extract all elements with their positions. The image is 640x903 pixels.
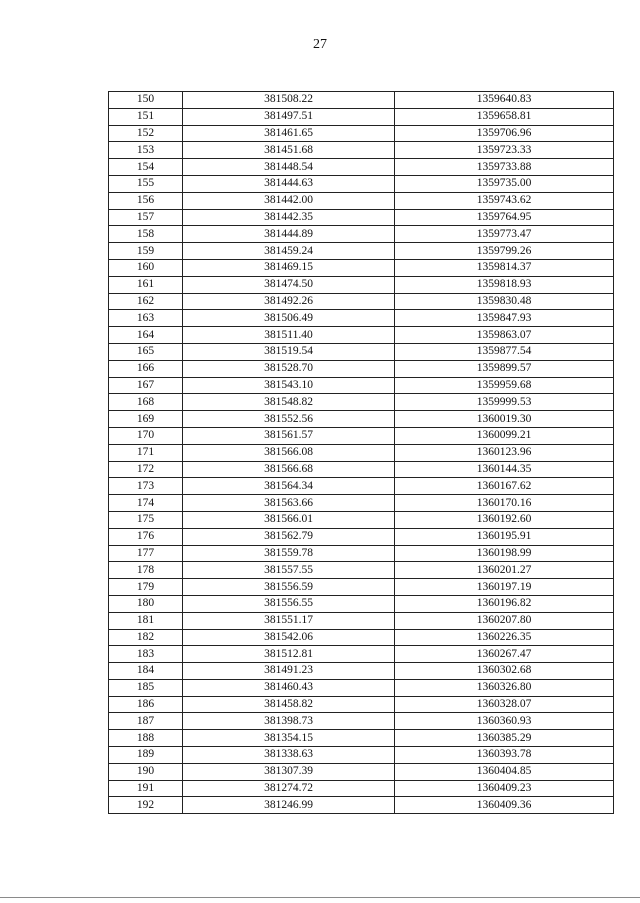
y-coordinate-cell: 1360267.47 (395, 646, 614, 663)
x-coordinate-cell: 381451.68 (183, 142, 395, 159)
table-row (109, 243, 614, 260)
x-coordinate-cell: 381444.89 (183, 226, 395, 243)
x-coordinate-cell: 381559.78 (183, 545, 395, 562)
table-row (109, 411, 614, 428)
table-row (109, 696, 614, 713)
point-number-cell: 173 (109, 478, 183, 495)
y-coordinate-cell: 1360123.96 (395, 444, 614, 461)
table-row (109, 730, 614, 747)
x-coordinate-cell: 381448.54 (183, 159, 395, 176)
table-row (109, 528, 614, 545)
table-row (109, 293, 614, 310)
x-coordinate-cell: 381542.06 (183, 629, 395, 646)
x-coordinate-cell: 381492.26 (183, 293, 395, 310)
y-coordinate-cell: 1360099.21 (395, 427, 614, 444)
point-number-cell: 161 (109, 276, 183, 293)
table-row (109, 579, 614, 596)
y-coordinate-cell: 1359640.83 (395, 92, 614, 109)
point-number-cell: 191 (109, 780, 183, 797)
point-number-cell: 160 (109, 259, 183, 276)
point-number-cell: 192 (109, 797, 183, 814)
point-number-cell: 175 (109, 511, 183, 528)
table-row (109, 226, 614, 243)
x-coordinate-cell: 381557.55 (183, 562, 395, 579)
x-coordinate-cell: 381566.01 (183, 511, 395, 528)
y-coordinate-cell: 1359723.33 (395, 142, 614, 159)
y-coordinate-cell: 1360409.36 (395, 797, 614, 814)
point-number-cell: 185 (109, 679, 183, 696)
table-row (109, 427, 614, 444)
x-coordinate-cell: 381307.39 (183, 763, 395, 780)
point-number-cell: 153 (109, 142, 183, 159)
y-coordinate-cell: 1359814.37 (395, 259, 614, 276)
table-row (109, 175, 614, 192)
y-coordinate-cell: 1360019.30 (395, 411, 614, 428)
table-row (109, 763, 614, 780)
coordinates-table (108, 91, 614, 814)
table-row (109, 797, 614, 814)
point-number-cell: 170 (109, 427, 183, 444)
y-coordinate-cell: 1360409.23 (395, 780, 614, 797)
point-number-cell: 150 (109, 92, 183, 109)
x-coordinate-cell: 381551.17 (183, 612, 395, 629)
table-row (109, 310, 614, 327)
y-coordinate-cell: 1359818.93 (395, 276, 614, 293)
y-coordinate-cell: 1359773.47 (395, 226, 614, 243)
y-coordinate-cell: 1360226.35 (395, 629, 614, 646)
table-row (109, 259, 614, 276)
x-coordinate-cell: 381442.00 (183, 192, 395, 209)
y-coordinate-cell: 1359735.00 (395, 175, 614, 192)
x-coordinate-cell: 381398.73 (183, 713, 395, 730)
y-coordinate-cell: 1359999.53 (395, 394, 614, 411)
page-number: 27 (313, 37, 327, 52)
y-coordinate-cell: 1359899.57 (395, 360, 614, 377)
y-coordinate-cell: 1360393.78 (395, 747, 614, 764)
y-coordinate-cell: 1359830.48 (395, 293, 614, 310)
point-number-cell: 164 (109, 327, 183, 344)
y-coordinate-cell: 1359863.07 (395, 327, 614, 344)
y-coordinate-cell: 1360192.60 (395, 511, 614, 528)
point-number-cell: 188 (109, 730, 183, 747)
y-coordinate-cell: 1360170.16 (395, 495, 614, 512)
x-coordinate-cell: 381508.22 (183, 92, 395, 109)
table-row (109, 192, 614, 209)
x-coordinate-cell: 381506.49 (183, 310, 395, 327)
table-row (109, 562, 614, 579)
table-row (109, 209, 614, 226)
coordinates-table-body (109, 92, 614, 814)
point-number-cell: 174 (109, 495, 183, 512)
y-coordinate-cell: 1360385.29 (395, 730, 614, 747)
table-row (109, 629, 614, 646)
table-row (109, 377, 614, 394)
y-coordinate-cell: 1360198.99 (395, 545, 614, 562)
y-coordinate-cell: 1359706.96 (395, 125, 614, 142)
x-coordinate-cell: 381497.51 (183, 108, 395, 125)
x-coordinate-cell: 381458.82 (183, 696, 395, 713)
y-coordinate-cell: 1359799.26 (395, 243, 614, 260)
point-number-cell: 167 (109, 377, 183, 394)
x-coordinate-cell: 381564.34 (183, 478, 395, 495)
table-row (109, 343, 614, 360)
point-number-cell: 156 (109, 192, 183, 209)
point-number-cell: 182 (109, 629, 183, 646)
point-number-cell: 162 (109, 293, 183, 310)
x-coordinate-cell: 381512.81 (183, 646, 395, 663)
point-number-cell: 172 (109, 461, 183, 478)
bottom-rule (0, 897, 640, 898)
y-coordinate-cell: 1360195.91 (395, 528, 614, 545)
y-coordinate-cell: 1359877.54 (395, 343, 614, 360)
y-coordinate-cell: 1360328.07 (395, 696, 614, 713)
table-row (109, 444, 614, 461)
x-coordinate-cell: 381566.08 (183, 444, 395, 461)
x-coordinate-cell: 381460.43 (183, 679, 395, 696)
point-number-cell: 180 (109, 595, 183, 612)
y-coordinate-cell: 1360144.35 (395, 461, 614, 478)
y-coordinate-cell: 1360201.27 (395, 562, 614, 579)
x-coordinate-cell: 381461.65 (183, 125, 395, 142)
point-number-cell: 184 (109, 663, 183, 680)
point-number-cell: 158 (109, 226, 183, 243)
y-coordinate-cell: 1360360.93 (395, 713, 614, 730)
table-row (109, 646, 614, 663)
point-number-cell: 154 (109, 159, 183, 176)
y-coordinate-cell: 1359743.62 (395, 192, 614, 209)
x-coordinate-cell: 381543.10 (183, 377, 395, 394)
x-coordinate-cell: 381548.82 (183, 394, 395, 411)
y-coordinate-cell: 1359733.88 (395, 159, 614, 176)
table-row (109, 360, 614, 377)
table-row (109, 780, 614, 797)
table-row (109, 108, 614, 125)
point-number-cell: 157 (109, 209, 183, 226)
y-coordinate-cell: 1359658.81 (395, 108, 614, 125)
table-row (109, 713, 614, 730)
x-coordinate-cell: 381556.55 (183, 595, 395, 612)
x-coordinate-cell: 381519.54 (183, 343, 395, 360)
table-row (109, 679, 614, 696)
table-row (109, 663, 614, 680)
x-coordinate-cell: 381491.23 (183, 663, 395, 680)
point-number-cell: 181 (109, 612, 183, 629)
point-number-cell: 168 (109, 394, 183, 411)
point-number-cell: 186 (109, 696, 183, 713)
x-coordinate-cell: 381528.70 (183, 360, 395, 377)
x-coordinate-cell: 381556.59 (183, 579, 395, 596)
table-row (109, 747, 614, 764)
point-number-cell: 159 (109, 243, 183, 260)
point-number-cell: 152 (109, 125, 183, 142)
x-coordinate-cell: 381563.66 (183, 495, 395, 512)
x-coordinate-cell: 381274.72 (183, 780, 395, 797)
y-coordinate-cell: 1360207.80 (395, 612, 614, 629)
point-number-cell: 187 (109, 713, 183, 730)
y-coordinate-cell: 1360167.62 (395, 478, 614, 495)
x-coordinate-cell: 381511.40 (183, 327, 395, 344)
x-coordinate-cell: 381469.15 (183, 259, 395, 276)
y-coordinate-cell: 1359847.93 (395, 310, 614, 327)
table-row (109, 159, 614, 176)
table-row (109, 612, 614, 629)
point-number-cell: 151 (109, 108, 183, 125)
x-coordinate-cell: 381459.24 (183, 243, 395, 260)
point-number-cell: 166 (109, 360, 183, 377)
point-number-cell: 179 (109, 579, 183, 596)
y-coordinate-cell: 1360404.85 (395, 763, 614, 780)
x-coordinate-cell: 381566.68 (183, 461, 395, 478)
table-row (109, 595, 614, 612)
y-coordinate-cell: 1360197.19 (395, 579, 614, 596)
y-coordinate-cell: 1360196.82 (395, 595, 614, 612)
point-number-cell: 163 (109, 310, 183, 327)
point-number-cell: 190 (109, 763, 183, 780)
x-coordinate-cell: 381442.35 (183, 209, 395, 226)
table-row (109, 92, 614, 109)
point-number-cell: 155 (109, 175, 183, 192)
x-coordinate-cell: 381246.99 (183, 797, 395, 814)
table-row (109, 125, 614, 142)
y-coordinate-cell: 1360326.80 (395, 679, 614, 696)
point-number-cell: 171 (109, 444, 183, 461)
point-number-cell: 165 (109, 343, 183, 360)
table-row (109, 511, 614, 528)
point-number-cell: 169 (109, 411, 183, 428)
y-coordinate-cell: 1359764.95 (395, 209, 614, 226)
x-coordinate-cell: 381552.56 (183, 411, 395, 428)
x-coordinate-cell: 381474.50 (183, 276, 395, 293)
table-row (109, 142, 614, 159)
point-number-cell: 189 (109, 747, 183, 764)
table-row (109, 276, 614, 293)
point-number-cell: 177 (109, 545, 183, 562)
table-row (109, 394, 614, 411)
table-row (109, 495, 614, 512)
x-coordinate-cell: 381338.63 (183, 747, 395, 764)
table-row (109, 478, 614, 495)
point-number-cell: 178 (109, 562, 183, 579)
x-coordinate-cell: 381444.63 (183, 175, 395, 192)
y-coordinate-cell: 1359959.68 (395, 377, 614, 394)
point-number-cell: 176 (109, 528, 183, 545)
table-row (109, 545, 614, 562)
x-coordinate-cell: 381561.57 (183, 427, 395, 444)
x-coordinate-cell: 381354.15 (183, 730, 395, 747)
point-number-cell: 183 (109, 646, 183, 663)
y-coordinate-cell: 1360302.68 (395, 663, 614, 680)
x-coordinate-cell: 381562.79 (183, 528, 395, 545)
table-row (109, 327, 614, 344)
table-row (109, 461, 614, 478)
